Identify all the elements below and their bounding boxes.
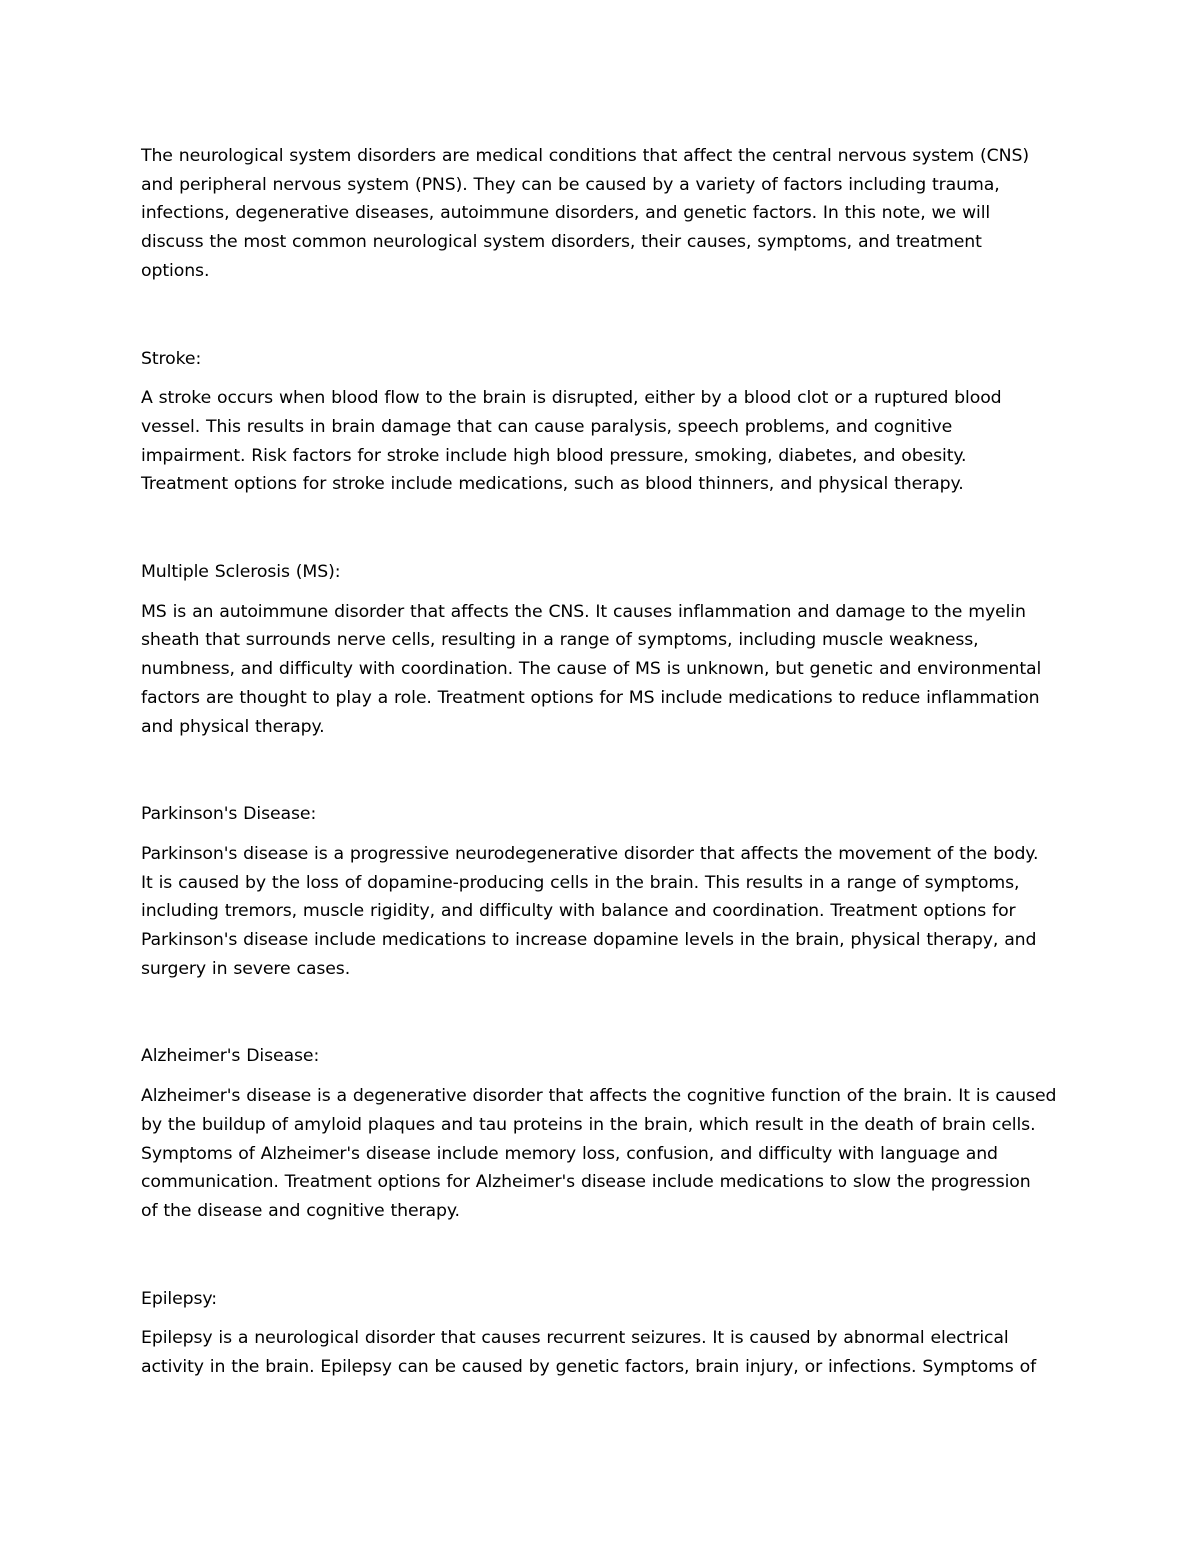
section-body: Parkinson's disease is a progressive neurodegenerative disorder that affects the movement of the body. It is caused by the loss of dopamine-producing cells in the brain. This results in a range of symptoms, including tremors, muscle rigidity, and difficulty with balance and coordination. Treatment options for Parkinson's disease include medications to increase dopamine levels in the brain, physical therapy, and surgery in severe cases. [141,843,1039,979]
spacer [141,1071,1061,1082]
section-heading: Parkinson's Disease: [141,804,317,825]
spacer [141,829,1061,840]
spacer [141,1226,1061,1285]
section-stroke [141,345,1061,500]
spacer [141,286,1061,345]
section-heading: Stroke: [141,348,202,369]
section-body: Alzheimer's disease is a degenerative disorder that affects the cognitive function of the brain. It is caused by the buildup of amyloid plaques and tau proteins in the brain, which result in the death of brain cells. Symptoms of Alzheimer's disease include memory loss, confusion, and difficulty with language and communication. Treatment options for Alzheimer's disease include medications to slow the progression of the disease and cognitive therapy. [141,1086,1057,1221]
spacer [141,983,1061,1042]
spacer [141,499,1061,558]
section-body: A stroke occurs when blood flow to the brain is disrupted, either by a blood clot or a ruptured blood vessel. This results in brain damage that can cause paralysis, speech problems, and cognitive impairment. Risk factors for stroke include high blood pressure, smoking, diabetes, and obesity. Treatment options for stroke include medications, such as blood thinners, and physical therapy. [141,388,1002,495]
spacer [141,373,1061,384]
spacer [141,1313,1061,1324]
section-alzheimers [141,1042,1061,1225]
section-body: MS is an autoimmune disorder that affects the CNS. It causes inflammation and damage to the myelin sheath that surrounds nerve cells, resulting in a range of symptoms, including muscle weakness, numbness, and difficulty with coordination. The cause of MS is unknown, but genetic and environmental factors are thought to play a role. Treatment options for MS include medications to reduce inflammation and physical therapy. [141,601,1042,737]
spacer [141,587,1061,598]
spacer [141,741,1061,800]
section-heading: Multiple Sclerosis (MS): [141,562,341,583]
section-parkinsons [141,800,1061,983]
intro-paragraph: The neurological system disorders are medical conditions that affect the central nervous system (CNS) and peripheral nervous system (PNS). They can be caused by a variety of factors including trauma, infections, degenerative diseases, autoimmune disorders, and genetic factors. In this note, we will discuss the most common neurological system disorders, their causes, symptoms, and treatment options. [141,146,1029,281]
section-body: Epilepsy is a neurological disorder that causes recurrent seizures. It is caused by abnormal electrical activity in the brain. Epilepsy can be caused by genetic factors, brain injury, or infections. Symptoms of [141,1328,1037,1378]
section-heading: Epilepsy: [141,1288,217,1309]
section-multiple-sclerosis [141,558,1061,741]
document-body [141,142,1061,1382]
section-epilepsy [141,1285,1061,1382]
section-heading: Alzheimer's Disease: [141,1046,320,1067]
